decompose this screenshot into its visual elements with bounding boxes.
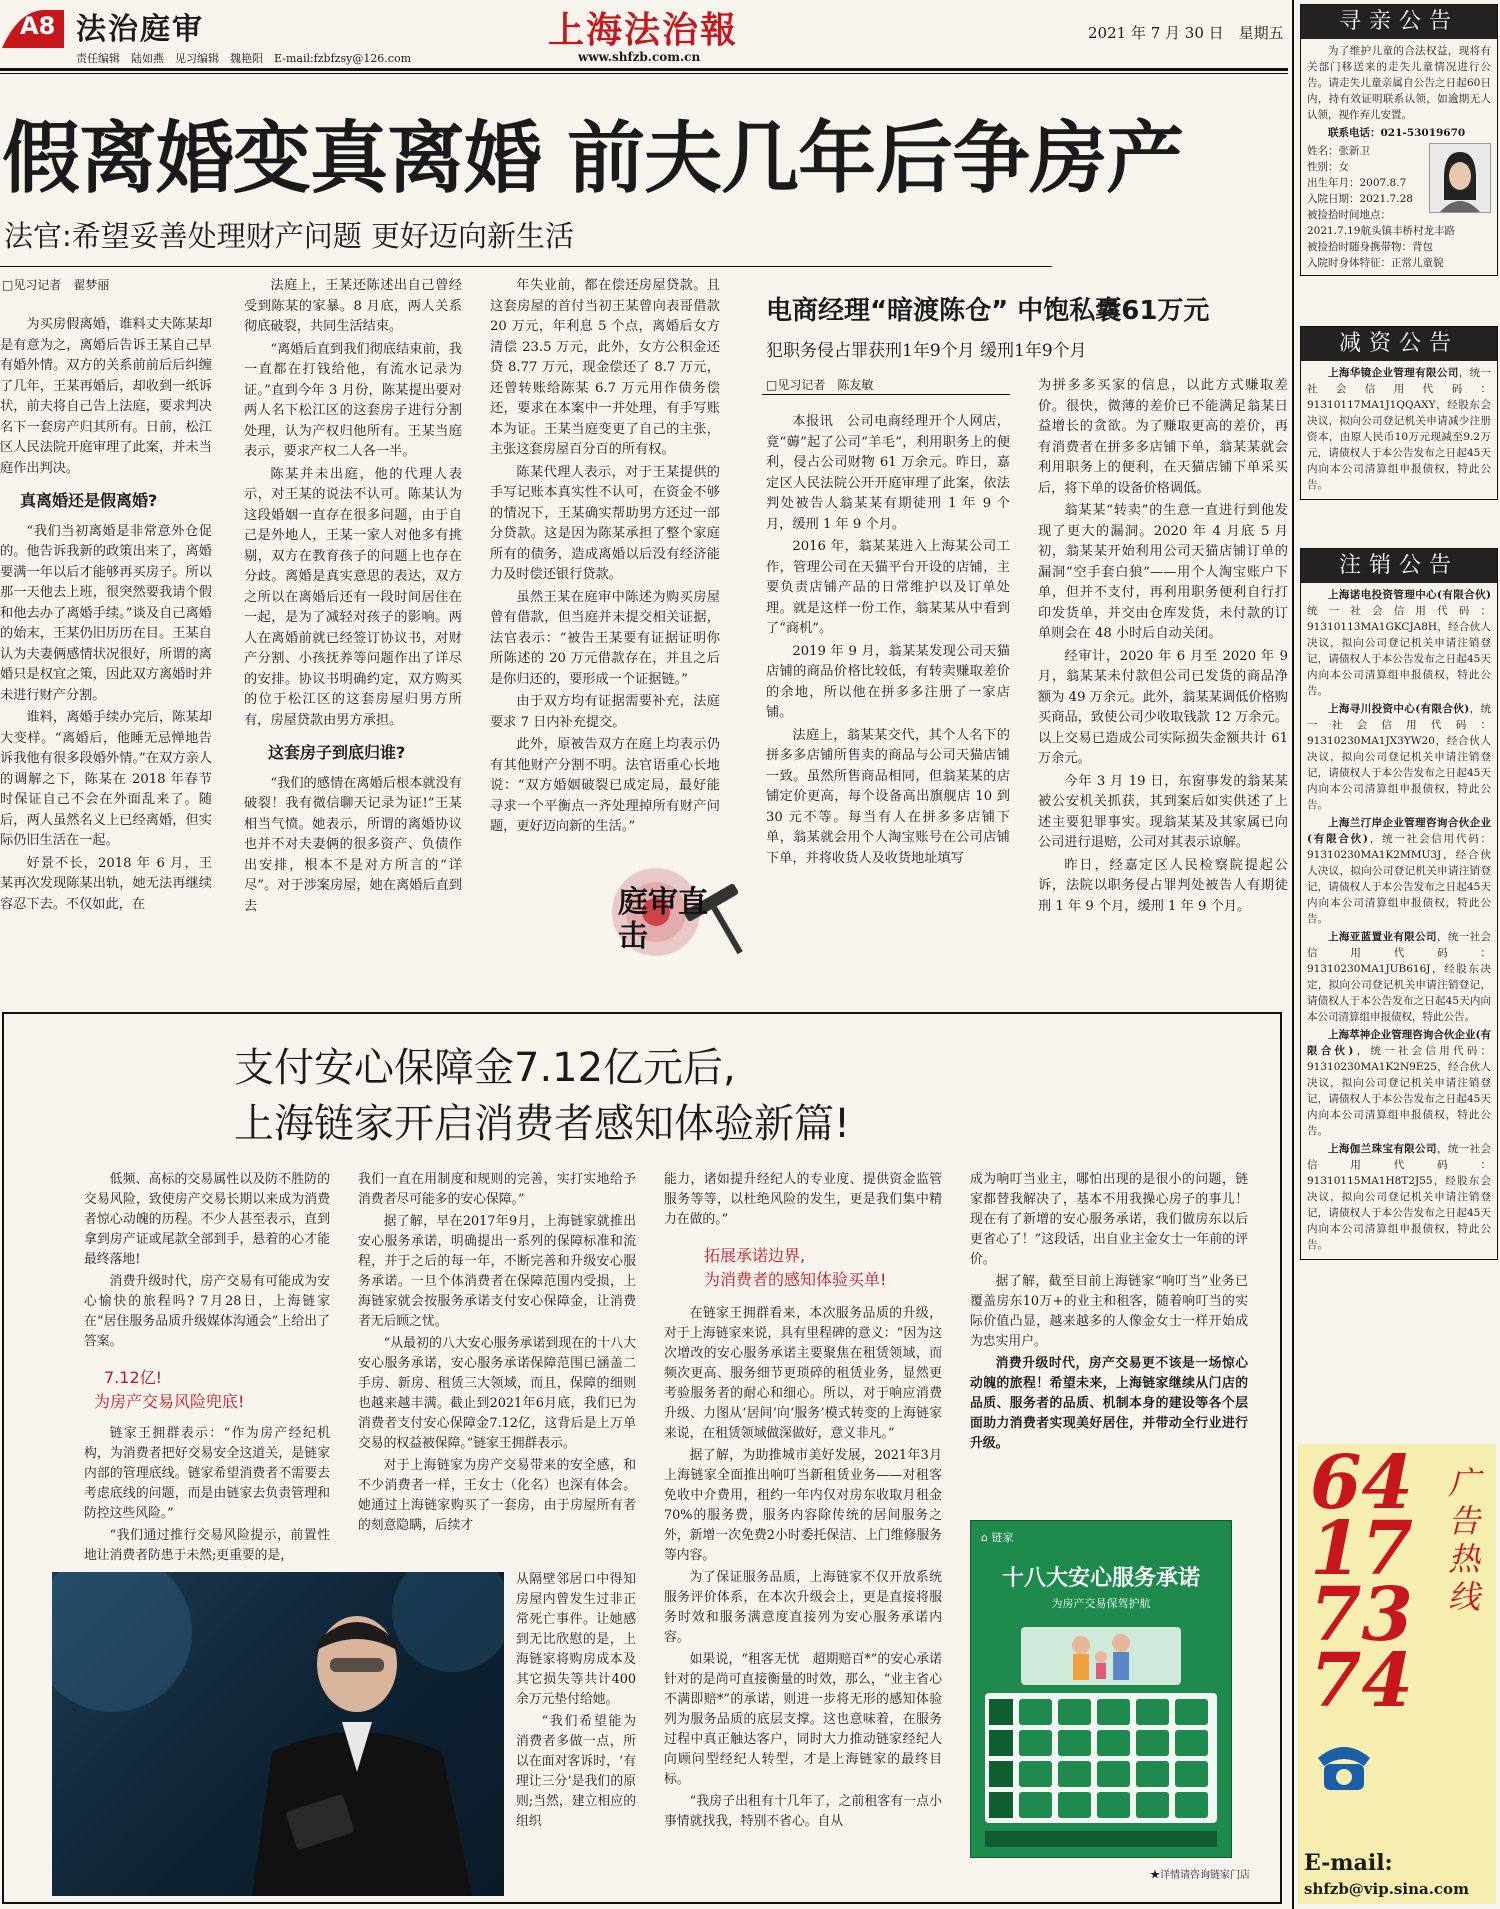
poster-grid-row-header	[989, 1761, 1013, 1787]
child-portrait	[1430, 144, 1490, 212]
notice-contact: 联系电话：021-53019670	[1328, 127, 1466, 139]
poster-grid-cells	[985, 1693, 1217, 1823]
paragraph: “离婚后直到我们彻底结束前，我一直都在打钱给他，有流水记录为证。”直到今年 3 月份，陈某提出要对两人名下松江区的这套房子进行分割处理，认为产权归他所有。王某当庭表示，要求产权二人各一半。	[244, 341, 462, 459]
paragraph: 法庭上，翁某某交代，其个人名下的拼多多店铺所售卖的商品与公司天猫店铺一致。虽然所售商品相同，但翁某某的店铺定价更高，每个设备高出旗舰店 10 到 30 元不等。每当有人在拼多多店铺下单，翁某就会用个人淘宝账号在公司店铺下单，并将收货人及收货地址填写	[766, 727, 1010, 866]
company-name: 上海诺电投资管理中心(有限合伙)	[1328, 589, 1491, 601]
company-name: 上海寻川投资中心(有限合伙)	[1328, 703, 1470, 715]
poster-grid-cell	[1019, 1792, 1052, 1818]
notice-text: ，统一社会信用代码：91310230MA1K2N9E25，经合伙人决议，拟向公司登记机关申请注销登记，请债权人于本公告发布之日起45天内向本公司清算组申报债权，特此公告。	[1307, 1045, 1492, 1137]
paper-logo: 上海法治報	[548, 9, 739, 51]
child-info	[1307, 143, 1427, 207]
story2-subhead: 犯职务侵占罪获刑1年9个月 缓刑1年9个月	[766, 341, 1087, 361]
notice-text: ，统一社会信用代码：91310230MA1JUB616J，经股东决定，拟向公司登记机关申请注销登记，请债权人于本公告发布之日起45天内向本公司清算组申报债权，特此公告。	[1307, 931, 1492, 1023]
poster-grid-cell	[1136, 1792, 1169, 1818]
paragraph: 低频、高标的交易属性以及防不胜防的交易风险，致使房产交易长期以来成为消费者惊心动魄的历程。不少人甚至表示，直到拿到房产证或尾款全部到手，悬着的心才能最终落地!	[84, 1172, 330, 1267]
ad-subhead-712	[94, 1366, 330, 1414]
ad-col-3	[664, 1170, 955, 1834]
masthead-rule-thin	[0, 73, 1288, 74]
paragraph: 2016 年，翁某某进入上海某公司工作，管理公司在天猫平台开设的店铺，主要负责店铺产品的日常维护以及订单处理。就是这样一份工作，翁某某从中看到了“商机”。	[766, 539, 1010, 636]
notice-body: 为了维护儿童的合法权益，现将有关部门移送来的走失儿童情况进行公告。请走失儿童亲属自公告之日起60日内，持有效证明联系认领，如逾期无人认领，视作弃儿安置。	[1307, 45, 1491, 121]
ad-headline-line-1: 支付安心保障金7.12亿元后,	[234, 1045, 736, 1091]
story2-col-1	[766, 412, 1010, 871]
ad-col-2b	[516, 1570, 636, 1834]
story2-rule	[762, 394, 1010, 395]
poster-grid-cell	[1019, 1730, 1052, 1756]
child-info-row: 2021.7.19航头镇丰桥村龙丰路	[1307, 225, 1455, 237]
poster-grid-cell	[1058, 1730, 1091, 1756]
paragraph: 对于上海链家为房产交易带来的安全感，和不少消费者一样，王女士（化名）也深有体会。她通过上海链家购买了一套房，由于房屋所有者的刻意隐瞒，后续才	[358, 1458, 636, 1533]
paragraph: 虽然王某在庭审中陈述为购买房屋曾有借款，但当庭并未提交相关证据，法官表示：“被告王某要有证据证明你所陈述的 20 万元借款存在，并且之后是你归还的，要形成一个证据链。”	[490, 589, 720, 687]
poster-grid-cell	[1097, 1761, 1130, 1787]
notice-missing-child-body	[1301, 39, 1497, 275]
paragraph: 据了解，截至目前上海链家“响叮当”业务已覆盖房东10万+的业主和租客，随着响叮当的实际价值凸显，越来越多的人像金女士一样开始成为忠实用户。	[970, 1274, 1248, 1349]
child-photo	[1429, 143, 1491, 213]
notice-text: 统一社会信用代码：91310113MA1GKCJA8H，经合伙人决议，拟向公司登记机关申请注销登记，请债权人于本公告发布之日起45天内向本公司清算组申报债权，特此公告。	[1307, 605, 1491, 697]
paragraph: 2019 年 9 月，翁某某发现公司天猫店铺的商品价格比较低，有转卖赚取差价的余地，所以他在拼多多注册了一家店铺。	[766, 643, 1010, 720]
lianjia-poster	[970, 1520, 1232, 1858]
page-number: A8	[20, 12, 56, 40]
child-info-row: 性别：女	[1307, 161, 1349, 173]
masthead-rule	[0, 68, 1288, 71]
paragraph: 谁料，离婚手续办完后，陈某却大变样。“离婚后，他睡无忌惮地告诉我他有很多段婚外情。”在双方亲人的调解之下，陈某在 2018 年春节时保证自己不会在外面乱来了。随后，两人虽然名义上已经离婚，但实际仍旧生活在一起。	[0, 710, 212, 848]
paragraph: 经审计，2020 年 6 月至 2020 年 9 月，翁某某未付款但公司已发货的商品净额为 49 万余元。此外，翁某某调低价格购买商品，致使公司少收取钱款 12 万余元。以上交易已造成公司实际损失金额共计 61 万余元。	[1038, 648, 1288, 766]
notice-missing-child-title: 寻亲公告	[1301, 5, 1497, 39]
ad-subhead-expand	[704, 1244, 942, 1292]
child-info-row: 出生年月：2007.8.7	[1307, 177, 1407, 189]
poster-grid-cell	[1175, 1761, 1208, 1787]
hotline-number: 64177374	[1310, 1440, 1413, 1724]
notice-text: ，统一社会信用代码：91310230MA1K2MMU3J，经合伙人决议，拟向公司登记机关申请注销登记，请债权人于本公告发布之日起45天内向本公司清算组申报债权，特此公告。	[1307, 833, 1492, 925]
hotline-email: shfzb@vip.sina.com	[1304, 1880, 1469, 1898]
house-icon: ⌂	[981, 1531, 988, 1544]
poster-grid-cell	[1058, 1792, 1091, 1818]
poster-grid-cell	[1136, 1761, 1169, 1787]
poster-subtitle: 为房产交易保驾护航	[1051, 1597, 1151, 1610]
ad-subhead-712-line1: 7.12亿!	[104, 1368, 163, 1387]
paragraph-bold: 消费升级时代，房产交易更不该是一场惊心动魄的旅程！希望未来，上海链家继续从门店的品质、服务者的品质、机制本身的建设等各个层面助力消费者实现美好居住，并带动全行业进行升级。	[970, 1356, 1248, 1451]
speaker-photo	[52, 1572, 504, 1896]
paragraph: 年失业前，都在偿还房屋贷款。且这套房屋的首付当初王某曾向表哥借款 20 万元，年利息 5 个点，离婚后女方清偿 23.5 万元，此外，女方公积金还贷 8.77 万元，现金偿还了 8.7 万元，还曾转账给陈某 6.7 万元用作债务偿还，要求在本案中一并处理，有手写账本为证。王某当庭变更了自己的主张，主张这套房屋百分百的所有权。	[490, 278, 720, 457]
company-name: 上海伽兰珠宝有限公司	[1328, 1143, 1437, 1155]
paragraph: 翁某某“转卖”的生意一直进行到他发现了更大的漏洞。2020 年 4 月底 5 月初，翁某某开始利用公司天猫店铺订单的漏洞“空手套白狼”——用个人淘宝账户下单，但并不支付，再利用职务便利自行打印发货单，并交由仓库发货，未付款的订单则会在 48 小时后自动关闭。	[1038, 503, 1288, 641]
child-info-row: 入院时身体特征：正常儿童貌	[1307, 257, 1444, 269]
poster-grid-row-header	[989, 1792, 1013, 1818]
website: www.shfzb.com.cn	[578, 50, 701, 64]
poster-grid-cell	[1097, 1699, 1130, 1725]
poster-grid-cell	[1019, 1699, 1052, 1725]
child-info-row: 被捡拾时间地点：	[1307, 209, 1391, 221]
phone-icon-svg	[1312, 1740, 1376, 1796]
poster-grid-cell	[1097, 1792, 1130, 1818]
poster-grid-cell	[1058, 1761, 1091, 1787]
poster-grid	[985, 1693, 1217, 1823]
lead-col-3	[490, 276, 720, 840]
notice-capital-reduction-title: 减资公告	[1301, 327, 1497, 361]
paragraph: 能力，诸如提升经纪人的专业度、提供资金监管服务等等，以杜绝风险的发生，更是我们集中精力在做的。”	[664, 1172, 942, 1227]
notice-capital-reduction-body	[1301, 361, 1497, 499]
story2-headline: 电商经理“暗渡陈仓” 中饱私囊61万元	[766, 296, 1210, 326]
company-name: 上海华镜企业管理有限公司	[1328, 367, 1459, 379]
poster-grid-cell	[1058, 1699, 1091, 1725]
sidebar-divider	[1292, 0, 1294, 1909]
poster-brand-text: 链家	[991, 1531, 1014, 1544]
hotline-label: 广告热线	[1448, 1464, 1481, 1616]
paragraph: 本报讯 公司电商经理开个人网店，竟“薅”起了公司“羊毛”，利用职务上的便利，侵占公司财物 61 万余元。昨日，嘉定区人民法院公开开庭审理了此案，依法判处被告人翁某某有期徒刑 1 年 9 个月，缓刑 1 年 9 个月。	[766, 414, 1010, 532]
notice-text: ，统一社会信用代码：91310230MA1JX3YW20，经合伙人决议，拟向公司登记机关申请注销登记，请债权人于本公告发布之日起45天内向本公司清算组申报债权，特此公告。	[1307, 703, 1492, 811]
poster-grid-cell	[1175, 1730, 1208, 1756]
paragraph: 为买房假离婚，谁料丈夫陈某却是有意为之，离婚后告诉王某自己早有婚外情。双方的关系前前后后纠缠了几年，王某再婚后，却收到一纸诉状，前夫将自己告上法庭，要求判决名下一套房产归其所有。日前，松江区人民法院开庭审理了此案，并未当庭作出判决。	[0, 317, 212, 476]
subhead-who-owns: 这套房子到底归谁?	[268, 743, 406, 762]
paragraph: 据了解，为助推城市美好发展，2021年3月上海链家全面推出响叮当新租赁业务——对租客免收中介费用，租约一年内仅对房东收取月租金70%的服务费，服务内容除传统的居间服务之外，新增一次免费2小时委托保洁、上门维修服务等内容。	[664, 1448, 942, 1563]
paragraph: “我们当初离婚是非常意外仓促的。他告诉我新的政策出来了，离婚要满一年以后才能够再买房子。所以那一天他去上班，很突然要我请个假和他去办了离婚手续。”谈及自己离婚的始末，王某仍旧历历在目。王某自认为夫妻俩感情状况很好，所谓的离婚只是权宜之策，因此双方离婚时并未进行财产分割。	[0, 523, 212, 703]
paragraph: 今年 3 月 19 日，东窗事发的翁某某被公安机关抓获，其到案后如实供述了上述主要犯罪事实。现翁某某及其家属已向公司进行退赔，公司对其表示谅解。	[1038, 773, 1288, 850]
notice-deregistration-title: 注销公告	[1301, 549, 1497, 583]
paragraph: “我们通过推行交易风险提示，前置性地让消费者防患于未然;更重要的是，	[84, 1528, 330, 1563]
paragraph: 在链家王拥群看来，本次服务品质的升级，对于上海链家来说，具有里程碑的意义：“因为这次增改的安心服务承诺主要聚焦在租赁领域，而频次更高、服务细节更琐碎的租赁业务，显然更考验服务者的耐心和细心。所以，对于响应消费升级、力图从‘居间’向‘服务’模式转变的上海链家来说，在租赁领域做深做好，意义非凡。”	[664, 1306, 942, 1441]
speaker-photo-illustration	[52, 1572, 504, 1896]
hotline-email-label: E-mail:	[1304, 1850, 1393, 1876]
poster-grid-cell	[1175, 1792, 1208, 1818]
paragraph: 为拼多多买家的信息，以此方式赚取差价。很快，微薄的差价已不能满足翁某日益增长的贪欲。为了赚取更高的差价，再有消费者在拼多多店铺下单，翁某某就会利用职务上的便利，在天猫店铺下单采买后，将下单的设备价格调低。	[1038, 378, 1288, 496]
paragraph: 陈某代理人表示，对于王某提供的手写记账本真实性不认可，在资金不够的情况下，王某确实帮助男方还过一部分贷款。这是因为陈某承担了整个家庭所有的债务，造成离婚以后没有经济能力及时偿还银行贷款。	[490, 464, 720, 582]
child-info-row: 姓名：张新卫	[1307, 145, 1370, 157]
paragraph: 从隔壁邻居口中得知房屋内曾发生过非正常死亡事件。让她感到无比欣慰的是，上海链家将购房成本及其它损失等共计400余万元垫付给她。	[516, 1572, 636, 1707]
lead-col-2	[244, 276, 462, 919]
company-name: 上海亚蓝置业有限公司	[1328, 931, 1437, 943]
poster-footer-bar	[985, 1831, 1217, 1847]
lead-col-1	[0, 315, 212, 917]
subhead-real-or-fake: 真离婚还是假离婚?	[20, 491, 158, 510]
story2-col-2	[1038, 376, 1288, 919]
poster-footnote: ★详情请咨询链家门店	[1150, 1870, 1250, 1881]
paragraph: 陈某并未出庭，他的代理人表示，对王某的说法不认可。陈某认为这段婚姻一直存在很多问题，由于自己是外地人，王某一家人对他多有挑剔，双方在教育孩子的问题上也存在分歧。离婚是真实意思的表达，双方之所以在离婚后还有一段时间居住在一起，是为了减轻对孩子的影响。两人在离婚前就已经签订协议书，对财产分割、小孩抚养等问题作出了详尽的安排。协议书明确约定，双方购买的位于松江区的这套房屋归男方所有，房屋贷款由男方承担。	[244, 466, 462, 728]
poster-grid-cell	[1136, 1699, 1169, 1725]
paragraph: 由于双方均有证据需要补充，法庭要求 7 日内补充提交。	[490, 694, 720, 730]
paragraph: “从最初的八大安心服务承诺到现在的十八大安心服务承诺，安心服务承诺保障范围已涵盖二手房、新房、租赁三大领域，而且，保障的细则也越来越丰满。截止到2021年6月底，我们已为消费者支付安心保障金7.12亿，这背后是上万单交易的权益被保障。”链家王拥群表示。	[358, 1336, 636, 1451]
court-stamp-logo	[612, 856, 750, 968]
ad-subhead-expand-line1: 拓展承诺边界,	[704, 1246, 806, 1265]
paragraph: 好景不长，2018 年 6 月，王某再次发现陈某出轨，她无法再继续容忍下去。不仅如此，在	[0, 855, 212, 912]
editors-line: 责任编辑 陆如燕 见习编辑 魏艳阳 E-mail:fzbfzsy@126.com	[76, 52, 412, 65]
issue-date: 2021 年 7 月 30 日 星期五	[1088, 24, 1284, 42]
poster-grid-row-header	[989, 1699, 1013, 1725]
paragraph: 链家王拥群表示：“作为房产经纪机构，为消费者把好交易安全这道关，是链家内部的管理底线。链家希望消费者不需要去考虑底线的问题，而是由链家去负责管理和防控这些风险。”	[84, 1426, 330, 1521]
paragraph: 昨日，经嘉定区人民检察院提起公诉，法院以职务侵占罪判处被告人有期徒刑 1 年 9 个月，缓刑 1 年 9 个月。	[1038, 857, 1288, 914]
paragraph: 成为响叮当业主，哪怕出现的是很小的问题，链家都替我解决了，基本不用我操心房子的事儿！现在有了新增的安心服务承诺，我们做房东以后更省心了！”这段话，出自业主金女士一年前的评价。	[970, 1172, 1248, 1267]
company-name: 上海兰汀岸企业管理咨询合伙企业(有限合伙)	[1307, 817, 1491, 845]
poster-family-illustration	[1011, 1617, 1191, 1687]
page-number-badge	[0, 6, 66, 50]
child-info-row: 被捡拾时随身携带物：背包	[1307, 241, 1433, 253]
lead-headline: 假离婚变真离婚 前夫几年后争房产	[2, 114, 1184, 204]
section-title: 法治庭审	[76, 12, 204, 47]
company-name: 上海萃神企业管理咨询合伙企业(有限合伙)	[1307, 1029, 1491, 1057]
paragraph: 我们一直在用制度和规则的完善，实打实地给予消费者尽可能多的安心保障。”	[358, 1172, 636, 1207]
paragraph: “我们希望能为消费者多做一点，所以在面对客诉时，‘有理让三分’是我们的原则;当然，建立相应的组织	[516, 1714, 636, 1829]
paragraph: 法庭上，王某还陈述出自己曾经受到陈某的家暴。8 月底，两人关系彻底破裂，共同生活结束。	[244, 278, 462, 334]
poster-grid-cell	[1175, 1699, 1208, 1725]
paragraph: “我们的感情在离婚后根本就没有破裂！我有微信聊天记录为证!”王某相当气愤。她表示，所谓的离婚协议也并不对夫妻俩的很多资产、负债作出安排，根本不是对方所言的“详尽”。对于涉案房屋，她在离婚后直到去	[244, 775, 462, 914]
poster-grid-row-header	[989, 1730, 1013, 1756]
paragraph: 据了解，早在2017年9月，上海链家就推出安心服务承诺，明确提出一系列的保障标准和流程，并于之后的每一年，不断完善和升级安心服务承诺。一旦个体消费者在保障范围内受损，上海链家就会按服务承诺支付安心保障金，让消费者无后顾之忧。	[358, 1214, 636, 1329]
ad-subhead-expand-line2: 为消费者的感知体验买单!	[704, 1270, 887, 1289]
lead-subhead: 法官:希望妥善处理财产问题 更好迈向新生活	[4, 219, 574, 253]
stamp-text: 庭审直击	[618, 885, 708, 954]
poster-grid-cell	[1136, 1730, 1169, 1756]
ad-col-4	[970, 1170, 1248, 1456]
poster-brand	[981, 1529, 1013, 1545]
ad-subhead-712-line2: 为房产交易风险兜底!	[94, 1392, 245, 1411]
notice-missing-child	[1300, 4, 1498, 276]
notice-deregistration-body	[1301, 583, 1497, 1259]
poster-grid-cell	[1019, 1761, 1052, 1787]
poster-title: 十八大安心服务承诺	[1001, 1566, 1200, 1591]
paragraph: 此外，原被告双方在庭上均表示仍有其他财产分割不明。法官语重心长地说：“双方婚姻破裂已成定局，最好能寻求一个平衡点一齐处理掉所有财产问题，更好迈向新的生活。”	[490, 737, 720, 834]
paragraph: 如果说，“租客无忧 超期赔百*”的安心承诺针对的是尚可直接衡量的时效，那么，“业主省心 不满即赔*”的承诺，则进一步将无形的感知体验列为服务品质的底层支撑。这也意味着，在服务过程中真正触达客户，同时大力推动链家经纪人向顾问型经纪人转型，才是上海链家的最终目标。	[664, 1652, 955, 1787]
notice-capital-reduction	[1300, 326, 1498, 500]
phone-icon	[1312, 1740, 1376, 1800]
lead-byline: □见习记者 翟梦丽	[2, 278, 110, 292]
poster-grid-cell	[1097, 1730, 1130, 1756]
ad-headline-line-2: 上海链家开启消费者感知体验新篇!	[234, 1101, 851, 1147]
story2-byline: □见习记者 陈友敏	[766, 378, 874, 392]
notice-text: ，统一社会信用代码：91310115MA1H8T2J55，经股东会决议，拟向公司登记机关申请注销登记，请债权人于本公告发布之日起45天内向本公司清算组申报债权，特此公告。	[1307, 1143, 1492, 1251]
ad-hotline-box	[1298, 1440, 1496, 1904]
notice-text: ，统一社会信用代码：91310117MA1J1QQAXY，经股东会决议，拟向公司登记机关申请减少注册资本，由原人民币10万元现减至9.2万元，请债权人于本公告发布之日起45天内向本公司清算组申报债权，特此公告。	[1307, 367, 1492, 491]
paragraph: “我房子出租有十几年了，之前租客有一点小事情就找我，特别不省心。自从	[664, 1794, 942, 1829]
ad-col-2	[358, 1170, 636, 1538]
lead-rule	[0, 266, 1052, 267]
ad-col-1	[84, 1170, 330, 1568]
family-illustration	[1011, 1617, 1191, 1687]
child-info-row: 入院日期：2021.7.28	[1307, 193, 1413, 205]
notice-deregistration	[1300, 548, 1498, 1260]
paragraph: 消费升级时代，房产交易有可能成为安心愉快的旅程吗? 7月28日，上海链家在“居住服务品质升级媒体沟通会”上给出了答案。	[84, 1274, 330, 1349]
paragraph: 为了保证服务品质，上海链家不仅开放系统服务评价体系，在本次升级会上，更是直接将服务时效和服务满意度直接列为安心服务承诺内容。	[664, 1570, 942, 1645]
